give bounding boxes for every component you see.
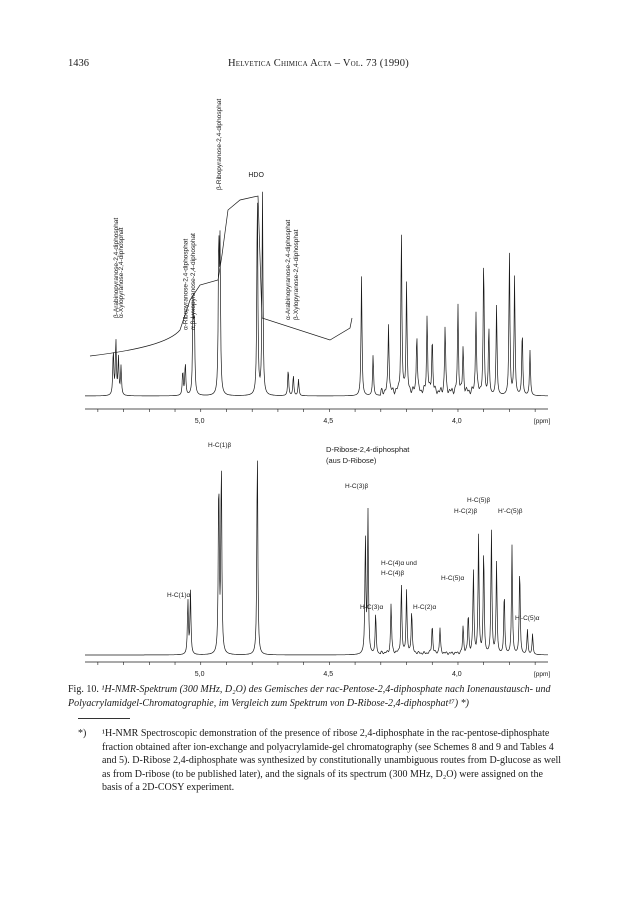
axis-tick-label: 4,5 — [323, 418, 334, 425]
caption-label: Fig. 10. — [68, 684, 99, 695]
peak-assignment-label: H-C(5)α — [441, 575, 465, 582]
axis-tick-label: 5,0 — [194, 418, 205, 425]
footnote — [78, 727, 562, 795]
peak-assignment-label: H'-C(5)α — [515, 615, 540, 622]
peak-assignment-label: H-C(2)β — [454, 508, 478, 515]
peak-assignment-label: β-Ribopyranose-2,4-diphosphat — [215, 98, 223, 190]
axis-unit-label: [ppm] — [534, 418, 551, 425]
bottom-spectrum-title: D-Ribose-2,4-diphosphat — [326, 445, 410, 454]
peak-assignment-label: β-Arabinopyranose-2,4-diphosphat — [112, 217, 120, 318]
peak-assignment-label: H'-C(5)β — [498, 508, 523, 515]
peak-assignment-label: β-Xylopyranose-2,4-diphosphat — [292, 229, 300, 320]
peak-assignment-label: α-Xylopyranose-2,4-diphosphat — [118, 227, 126, 318]
footnote-rule — [78, 718, 130, 719]
caption-text: ¹H-NMR-Spektrum (300 MHz, D₂O) des Gemisches der rac-Pentose-2,4-diphosphate nach Ionenaustausch- und Polyacrylamidgel-Chromatographie, im Vergleich zum Spektrum von D-Ribose-2,4-diphosphat¹⁷) *) — [68, 684, 551, 709]
axis-tick-label: 4,0 — [451, 418, 462, 425]
axis-unit-label: [ppm] — [534, 671, 551, 678]
peak-assignment-label: H-C(1)β — [208, 442, 232, 449]
footnote-text: ¹H-NMR Spectroscopic demonstration of the presence of ribose 2,4-diphosphate in the rac-pentose-diphosphate fraction obtained after ion-exchange and polyacrylamide-gel chromatography (see Schemes 8 and 9 and Tables 4 and 5). D-Ribose 2,4-diphosphate was synthesized by constitutionally unambiguous routes from D-glucose as well as from D-ribose (to be published later), and the signals of its spectrum (300 MHz, D₂O) were assigned on the basis of a 2D-COSY experiment. — [102, 728, 562, 793]
peak-assignment-label: α,β-Lyxopyranose-2,4-diphosphat — [190, 233, 198, 330]
axis-tick-label: 5,0 — [194, 671, 205, 678]
peak-assignment-label: α-Arabinopyranose-2,4-diphosphat — [285, 219, 293, 320]
page-number: 1436 — [68, 58, 89, 69]
bottom-spectrum-trace — [85, 461, 548, 655]
peak-assignment-label: H-C(4)β — [381, 570, 405, 577]
axis-tick-label: 4,5 — [323, 671, 334, 678]
axis-tick-label: 4,0 — [451, 671, 462, 678]
figure-caption — [68, 683, 562, 711]
hdo-label: HDO — [248, 172, 264, 179]
peak-assignment-label: H-C(2)α — [413, 604, 437, 611]
peak-assignment-label: H-C(3)β — [345, 483, 369, 490]
peak-assignment-label: H-C(1)α — [167, 592, 191, 599]
footnote-marker: *) — [78, 728, 87, 739]
top-spectrum-trace — [85, 192, 548, 396]
journal-title: Helvetica Chimica Acta – Vol. 73 (1990) — [228, 58, 409, 69]
peak-assignment-label: H-C(5)β — [467, 497, 491, 504]
peak-assignment-label: α-Ribopyranose-2,4-diphosphat — [182, 238, 190, 330]
peak-assignment-label: H-C(4)α und — [381, 560, 417, 567]
peak-assignment-label: H-C(3)α — [360, 604, 384, 611]
bottom-spectrum-subtitle: (aus D-Ribose) — [326, 456, 377, 465]
